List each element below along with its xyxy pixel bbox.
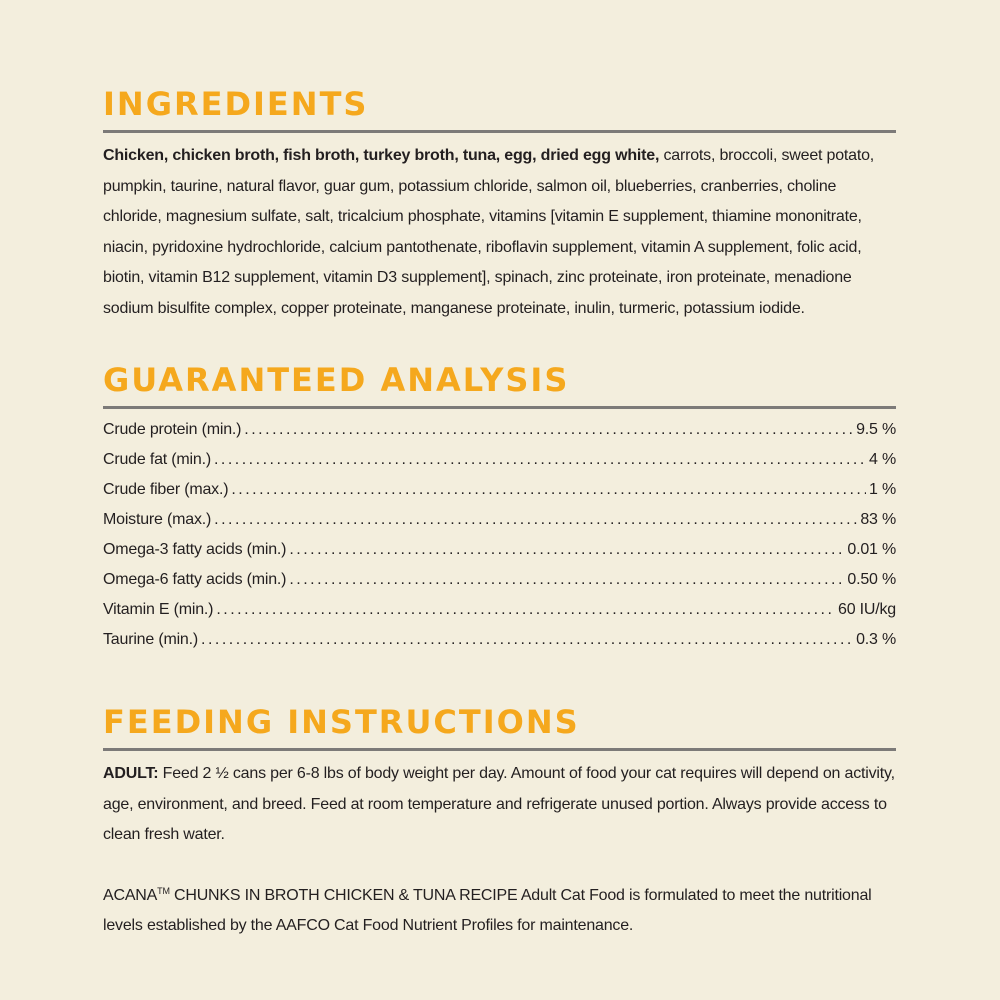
analysis-value: 0.01 % bbox=[847, 541, 896, 558]
analysis-label: Omega-6 fatty acids (min.) bbox=[103, 571, 287, 588]
feeding-heading: FEEDING INSTRUCTIONS bbox=[103, 703, 580, 741]
analysis-row bbox=[103, 571, 896, 601]
dot-leader bbox=[214, 511, 857, 529]
analysis-value: 4 % bbox=[869, 451, 896, 468]
dot-leader bbox=[231, 481, 866, 499]
analysis-row bbox=[103, 601, 896, 631]
analysis-label: Moisture (max.) bbox=[103, 511, 212, 528]
statement-text: CHUNKS IN BROTH CHICKEN & TUNA RECIPE Adult Cat Food is formulated to meet the nutritional levels established by the AAFCO Cat Food Nutrient Profiles for maintenance. bbox=[103, 886, 872, 934]
analysis-label: Crude protein (min.) bbox=[103, 421, 242, 438]
analysis-row bbox=[103, 631, 896, 661]
dot-leader bbox=[214, 451, 866, 469]
ingredients-section bbox=[103, 86, 896, 324]
analysis-section bbox=[103, 362, 896, 661]
ingredients-primary: Chicken, chicken broth, fish broth, turkey broth, tuna, egg, dried egg white, bbox=[103, 147, 660, 164]
analysis-divider bbox=[103, 406, 896, 409]
analysis-label: Crude fiber (max.) bbox=[103, 481, 229, 498]
dot-leader bbox=[289, 571, 844, 589]
feeding-adult-paragraph bbox=[103, 759, 896, 851]
analysis-label: Crude fat (min.) bbox=[103, 451, 211, 468]
analysis-value: 0.50 % bbox=[847, 571, 896, 588]
ingredients-heading: INGREDIENTS bbox=[103, 85, 369, 123]
analysis-heading: GUARANTEED ANALYSIS bbox=[103, 361, 570, 399]
brand-name: ACANA bbox=[103, 886, 158, 904]
analysis-label: Omega-3 fatty acids (min.) bbox=[103, 541, 287, 558]
analysis-row bbox=[103, 511, 896, 541]
analysis-label: Taurine (min.) bbox=[103, 631, 199, 648]
analysis-label: Vitamin E (min.) bbox=[103, 601, 214, 618]
dot-leader bbox=[201, 631, 853, 649]
analysis-row bbox=[103, 541, 896, 571]
ingredients-divider bbox=[103, 130, 896, 133]
ingredients-list bbox=[103, 141, 896, 324]
analysis-row bbox=[103, 481, 896, 511]
dot-leader bbox=[244, 421, 853, 439]
analysis-value: 9.5 % bbox=[856, 421, 896, 438]
dot-leader bbox=[289, 541, 844, 559]
ingredients-secondary: carrots, broccoli, sweet potato, pumpkin, taurine, natural flavor, guar gum, potassium chloride, salmon oil, blueberries, cranberries, choline chloride, magnesium sulfate, salt, tricalcium phosphate, vitamins [vitamin E supplement, thiamine mononitrate, niacin, pyridoxine hydrochloride, calcium pantothenate, riboflavin supplement, vitamin A supplement, folic acid, biotin, vitamin B12 supplement, vitamin D3 supplement], spinach, zinc proteinate, iron proteinate, menadione sodium bisulfite complex, copper proteinate, manganese proteinate, inulin, turmeric, potassium iodide. bbox=[103, 147, 875, 317]
adult-label: ADULT: bbox=[103, 765, 159, 782]
analysis-value: 83 % bbox=[860, 511, 896, 528]
trademark-mark: TM bbox=[157, 885, 170, 896]
analysis-value: 1 % bbox=[869, 481, 896, 498]
adult-instructions: Feed 2 ½ cans per 6-8 lbs of body weight per day. Amount of food your cat requires will depend on activity, age, environment, and breed. Feed at room temperature and refrigerate unused portion. Always provide access to clean fresh water. bbox=[103, 765, 895, 843]
feeding-section bbox=[103, 704, 896, 942]
analysis-row bbox=[103, 451, 896, 481]
dot-leader bbox=[216, 601, 835, 619]
analysis-table bbox=[103, 421, 896, 661]
aafco-statement bbox=[103, 876, 896, 942]
analysis-row bbox=[103, 421, 896, 451]
analysis-value: 0.3 % bbox=[856, 631, 896, 648]
feeding-divider bbox=[103, 748, 896, 751]
analysis-value: 60 IU/kg bbox=[838, 601, 896, 618]
